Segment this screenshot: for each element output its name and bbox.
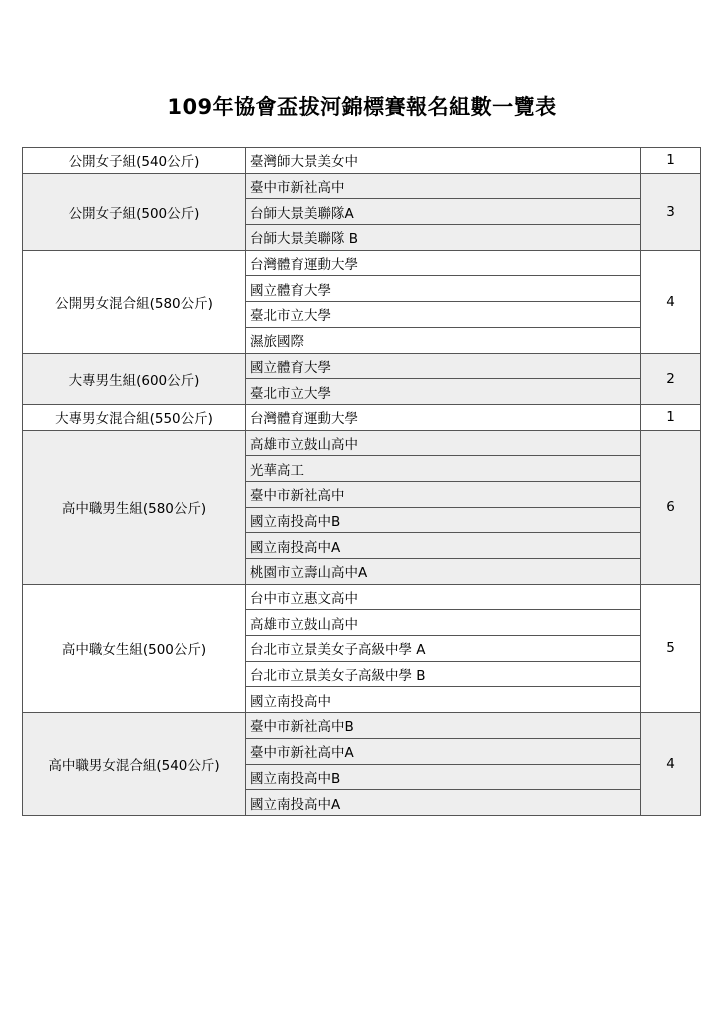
team-cell: 臺中市新社高中A: [246, 738, 641, 764]
team-cell: 光華高工: [246, 456, 641, 482]
category-cell: 高中職男生組(580公斤): [23, 430, 246, 584]
team-cell: 桃園市立壽山高中A: [246, 559, 641, 585]
count-cell: 5: [641, 584, 701, 712]
category-cell: 公開女子組(500公斤): [23, 173, 246, 250]
team-cell: 國立體育大學: [246, 276, 641, 302]
category-cell: 大專男生組(600公斤): [23, 353, 246, 404]
team-cell: 國立南投高中B: [246, 764, 641, 790]
team-cell: 台中市立惠文高中: [246, 584, 641, 610]
table-row: [23, 173, 701, 199]
team-cell: 臺北市立大學: [246, 379, 641, 405]
team-cell: 台灣體育運動大學: [246, 250, 641, 276]
table-row: [23, 353, 701, 379]
category-cell: 公開男女混合組(580公斤): [23, 250, 246, 353]
team-cell: 台灣體育運動大學: [246, 404, 641, 430]
team-cell: 國立南投高中A: [246, 533, 641, 559]
team-cell: 國立南投高中: [246, 687, 641, 713]
team-cell: 高雄市立鼓山高中: [246, 610, 641, 636]
table-row: [23, 584, 701, 610]
table-row: [23, 713, 701, 739]
count-cell: 4: [641, 250, 701, 353]
table-row: [23, 250, 701, 276]
table-row: [23, 430, 701, 456]
team-cell: 台北市立景美女子高級中學 A: [246, 636, 641, 662]
table-row: [23, 148, 701, 174]
category-cell: 公開女子組(540公斤): [23, 148, 246, 174]
category-cell: 高中職女生組(500公斤): [23, 584, 246, 712]
category-cell: 高中職男女混合組(540公斤): [23, 713, 246, 816]
team-cell: 台北市立景美女子高級中學 B: [246, 661, 641, 687]
team-cell: 國立南投高中B: [246, 507, 641, 533]
team-cell: 高雄市立鼓山高中: [246, 430, 641, 456]
team-cell: 臺北市立大學: [246, 302, 641, 328]
page-title: 109年協會盃拔河錦標賽報名組數一覽表: [167, 95, 557, 119]
team-cell: 濕旅國際: [246, 327, 641, 353]
count-cell: 1: [641, 148, 701, 174]
count-cell: 3: [641, 173, 701, 250]
count-cell: 4: [641, 713, 701, 816]
team-cell: 臺灣師大景美女中: [246, 148, 641, 174]
count-cell: 1: [641, 404, 701, 430]
category-cell: 大專男女混合組(550公斤): [23, 404, 246, 430]
team-cell: 台師大景美聯隊 B: [246, 225, 641, 251]
team-cell: 國立南投高中A: [246, 790, 641, 816]
count-cell: 2: [641, 353, 701, 404]
team-cell: 台師大景美聯隊A: [246, 199, 641, 225]
registration-table: [22, 147, 701, 816]
table-row: [23, 404, 701, 430]
registration-table-body: [23, 148, 701, 816]
team-cell: 臺中市新社高中: [246, 173, 641, 199]
team-cell: 臺中市新社高中: [246, 481, 641, 507]
count-cell: 6: [641, 430, 701, 584]
team-cell: 臺中市新社高中B: [246, 713, 641, 739]
team-cell: 國立體育大學: [246, 353, 641, 379]
